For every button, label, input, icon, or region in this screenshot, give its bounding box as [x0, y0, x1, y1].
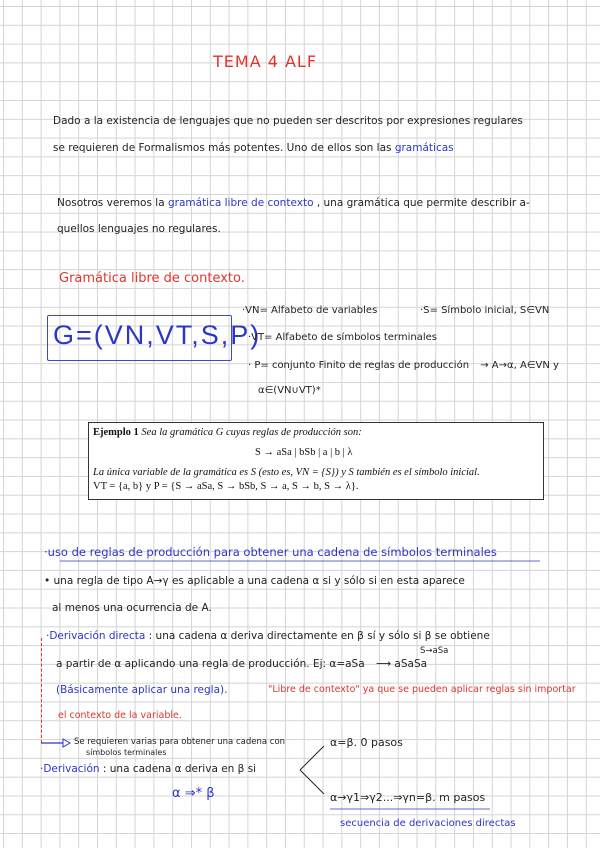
section-heading: Gramática libre de contexto.: [59, 271, 245, 286]
derivacion-quote: "Libre de contexto" ya que se pueden aplicar reglas sin importar: [268, 684, 576, 695]
varias-line-2: símbolos terminales: [86, 748, 167, 757]
libre-line-1: [57, 196, 530, 210]
def-p: [248, 359, 559, 373]
derivacion-line-2-b: aSaSa: [394, 658, 428, 670]
derivation-arrow-label: S→aSa: [420, 646, 449, 656]
uso-rule-b: al menos una ocurrencia de A.: [52, 602, 212, 614]
derivacion-line-2-a: a partir de α aplicando una regla de producción. Ej: α=aSa: [56, 658, 365, 670]
def-p-b: → A→α, A∈VN y: [480, 360, 559, 371]
derivacion-line-2: [56, 657, 427, 671]
secuencia-label: secuencia de derivaciones directas: [340, 818, 516, 829]
tuple-formula: G=(VN,VT,S,P): [53, 320, 262, 350]
def-p-c: α∈(VN∪VT)*: [258, 385, 321, 396]
example-body-1-text: La única variable de la gramática es S (esto es, VN = {S}) y S también es el símbolo inicial.: [93, 467, 480, 478]
derivacion-directa-text: : una cadena α deriva directamente en β sí y sólo si β se obtiene: [148, 630, 490, 642]
libre-line-2: quellos lenguajes no regulares.: [57, 223, 221, 235]
example-body-1: [93, 466, 480, 480]
intro-line-2-text: se requieren de Formalismos más potentes. Uno de ellos son las: [53, 142, 392, 154]
page-title: TEMA 4 ALF: [213, 52, 318, 71]
derivacion-2: [40, 762, 256, 776]
derivacion-2-label: ·Derivación: [40, 763, 100, 775]
intro-line-1: Dado a la existencia de lenguajes que no pueden ser descritos por expresiones regulares: [53, 115, 523, 127]
case-zero-steps: α=β. 0 pasos: [330, 736, 403, 749]
derivacion-line-2-arrow: ⟶: [376, 658, 392, 670]
gramaticas-term: gramáticas: [394, 142, 454, 154]
uso-underline: [0, 559, 600, 569]
example-box: [88, 422, 544, 500]
def-s: ·S= Símbolo inicial, S∈VN: [420, 305, 550, 316]
glc-term: gramática libre de contexto: [167, 197, 314, 209]
derivacion-directa-label: ·Derivación directa: [46, 630, 146, 642]
example-label: Ejemplo 1: [93, 427, 139, 438]
varias-line-1: Se requieren varias para obtener una cadena con: [74, 737, 286, 747]
uso-heading: ·uso de reglas de producción para obtener una cadena de símbolos terminales: [44, 545, 497, 559]
example-rules: S → aSa | bSb | a | b | λ: [255, 447, 353, 458]
def-vt: ·VT= Alfabeto de símbolos terminales: [248, 332, 437, 343]
example-intro: Sea la gramática G cuyas reglas de producción son:: [141, 427, 362, 438]
derivacion-paren: (Básicamente aplicar una regla).: [56, 684, 228, 696]
derivacion-2-text: : una cadena α deriva en β si: [102, 763, 257, 775]
libre-line-1-c: , una gramática que permite describir a-: [316, 197, 530, 209]
example-body-2: VT = {a, b} y P = {S → aSa, S → bSb, S → a, S → b, S → λ}.: [93, 481, 359, 492]
derivacion-directa: [46, 629, 490, 643]
derivacion-quote-2: el contexto de la variable.: [58, 710, 182, 721]
def-vn: ·VN= Alfabeto de variables: [242, 305, 378, 316]
def-p-a: · P= conjunto Finito de reglas de producción: [248, 360, 470, 371]
case-m-steps: α→γ1⇒γ2...⇒γn=β. m pasos: [330, 791, 486, 804]
intro-line-2: [53, 141, 454, 155]
uso-rule-a: • una regla de tipo A→γ es aplicable a una cadena α si y sólo si en esta aparece: [44, 575, 465, 587]
libre-line-1-a: Nosotros veremos la: [57, 197, 165, 209]
derivacion-formula: α ⇒* β: [172, 786, 215, 801]
case-underline: [330, 807, 530, 813]
example-header: [93, 426, 362, 440]
bracket-line: [41, 638, 42, 743]
